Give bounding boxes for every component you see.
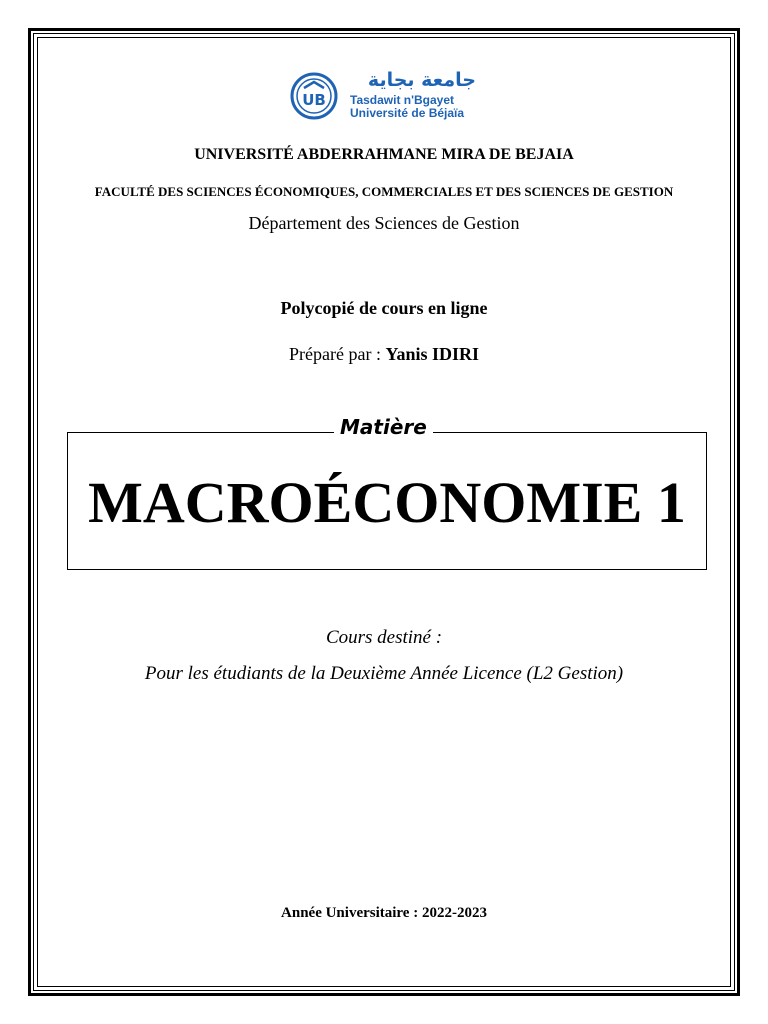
- faculty-name: FACULTÉ DES SCIENCES ÉCONOMIQUES, COMMERCIALES ET DES SCIENCES DE GESTION: [94, 184, 674, 199]
- academic-year: Année Universitaire : 2022-2023: [281, 905, 487, 921]
- subject-label: Matière: [334, 412, 433, 442]
- university-name: UNIVERSITÉ ABDERRAHMANE MIRA DE BEJAIA: [194, 146, 574, 163]
- audience-heading: Cours destiné :: [325, 627, 443, 648]
- audience-description: Pour les étudiants de la Deuxième Année Licence (L2 Gestion): [144, 663, 624, 684]
- subject-title: MACROÉCONOMIE 1: [88, 470, 686, 535]
- prepared-by-label: Préparé par :: [289, 344, 386, 364]
- prepared-by: [40, 344, 728, 365]
- logo-latin-name: Tasdawit n'Bgayet: [350, 93, 454, 107]
- university-seal-icon: [290, 72, 338, 120]
- logo-arabic-name: جامعة بجاية: [367, 69, 476, 91]
- author-name: Yanis IDIRI: [385, 344, 479, 364]
- document-type: Polycopié de cours en ligne: [280, 298, 488, 318]
- seal-text: UB: [302, 91, 326, 109]
- university-logo: [290, 70, 480, 122]
- logo-french-name: Université de Béjaïa: [350, 106, 465, 120]
- department-name: Département des Sciences de Gestion: [248, 213, 520, 233]
